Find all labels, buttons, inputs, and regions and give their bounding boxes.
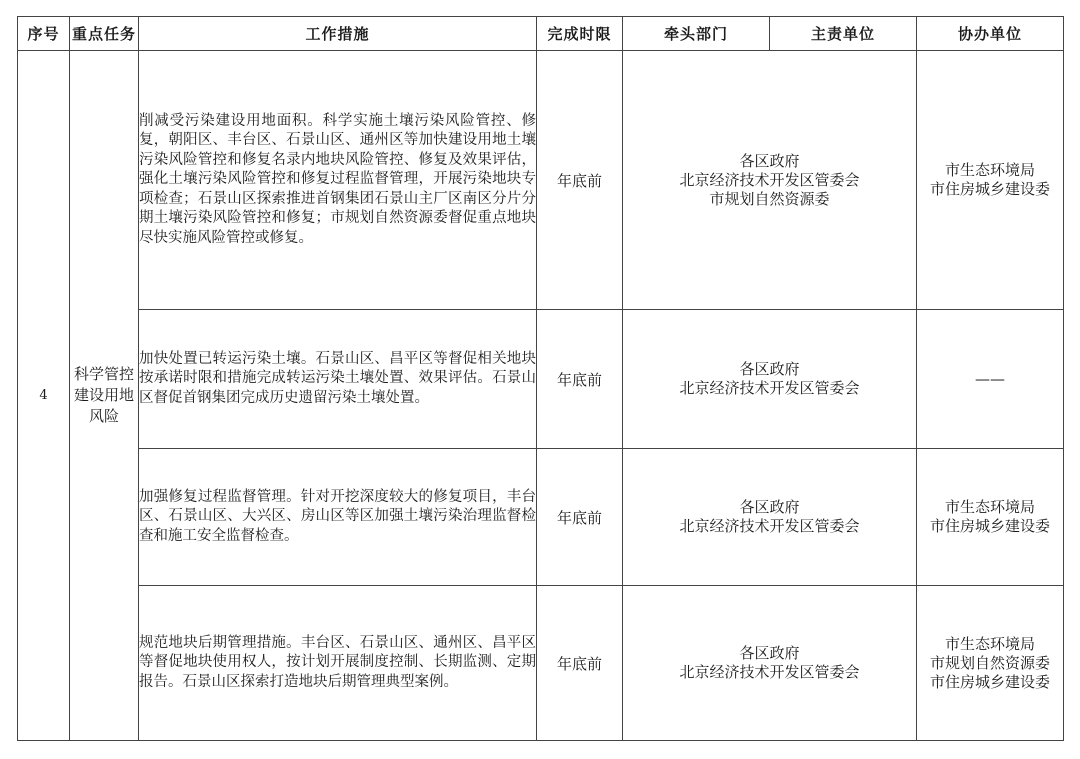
seq-cell: 4 xyxy=(18,51,70,741)
lead-unit-cell xyxy=(623,449,917,586)
lead-unit-cell xyxy=(623,586,917,741)
table-row xyxy=(18,310,1064,449)
lead-unit: 市规划自然资源委 xyxy=(709,189,830,208)
table-row xyxy=(18,449,1064,586)
lead-unit: 各区政府 xyxy=(739,360,800,378)
coop-unit-cell xyxy=(917,51,1064,310)
header-seq: 序号 xyxy=(18,17,70,51)
coop-unit: 市生态环境局 xyxy=(944,498,1035,516)
lead-unit: 北京经济技术开发区管委会 xyxy=(679,170,860,189)
deadline-cell: 年底前 xyxy=(537,586,623,741)
header-coop-unit: 协办单位 xyxy=(917,17,1064,51)
task-table xyxy=(17,16,1064,741)
header-deadline: 完成时限 xyxy=(537,17,623,51)
lead-unit: 北京经济技术开发区管委会 xyxy=(679,663,860,681)
lead-unit: 各区政府 xyxy=(739,644,800,662)
lead-unit: 北京经济技术开发区管委会 xyxy=(679,379,860,397)
header-main-unit: 主责单位 xyxy=(770,17,917,51)
coop-unit: 市生态环境局 xyxy=(944,634,1035,653)
measure-cell: 加强修复过程监督管理。针对开挖深度较大的修复项目，丰台区、石景山区、大兴区、房山区等区加强土壤污染治理监督检查和施工安全监督检查。 xyxy=(139,449,537,586)
coop-unit: 市住房城乡建设委 xyxy=(929,517,1050,535)
header-task: 重点任务 xyxy=(70,17,139,51)
coop-unit: 市住房城乡建设委 xyxy=(929,672,1050,691)
coop-unit-cell xyxy=(917,449,1064,586)
deadline-cell: 年底前 xyxy=(537,51,623,310)
coop-unit: 市规划自然资源委 xyxy=(929,653,1050,672)
header-measures: 工作措施 xyxy=(139,17,537,51)
coop-unit: 市住房城乡建设委 xyxy=(929,180,1050,198)
deadline-cell: 年底前 xyxy=(537,449,623,586)
table-row xyxy=(18,51,1064,310)
lead-unit: 各区政府 xyxy=(739,498,800,516)
measure-cell: 加快处置已转运污染土壤。石景山区、昌平区等督促相关地块按承诺时限和措施完成转运污染土壤处置、效果评估。石景山区督促首钢集团完成历史遗留污染土壤处置。 xyxy=(139,310,537,449)
coop-unit-cell xyxy=(917,586,1064,741)
measure-cell: 规范地块后期管理措施。丰台区、石景山区、通州区、昌平区等督促地块使用权人，按计划开展制度控制、长期监测、定期报告。石景山区探索打造地块后期管理典型案例。 xyxy=(139,586,537,741)
task-cell: 科学管控建设用地风险 xyxy=(70,51,139,741)
coop-unit: 市生态环境局 xyxy=(944,161,1035,179)
coop-unit-dash: —— xyxy=(975,369,1005,388)
coop-unit-cell xyxy=(917,310,1064,449)
lead-unit: 北京经济技术开发区管委会 xyxy=(679,517,860,535)
header-row xyxy=(18,17,1064,51)
lead-unit-cell xyxy=(623,310,917,449)
lead-unit-cell xyxy=(623,51,917,310)
measure-cell: 削减受污染建设用地面积。科学实施土壤污染风险管控、修复，朝阳区、丰台区、石景山区、通州区等加快建设用地土壤污染风险管控和修复名录内地块风险管控、修复及效果评估，强化土壤污染风险管控和修复过程监督管理，开展污染地块专项检查；石景山区探索推进首钢集团石景山主厂区南区分片分期土壤污染风险管控和修复；市规划自然资源委督促重点地块尽快实施风险管控或修复。 xyxy=(139,51,537,310)
deadline-cell: 年底前 xyxy=(537,310,623,449)
lead-unit: 各区政府 xyxy=(739,151,800,170)
table-row xyxy=(18,586,1064,741)
header-lead-dept: 牵头部门 xyxy=(623,17,770,51)
